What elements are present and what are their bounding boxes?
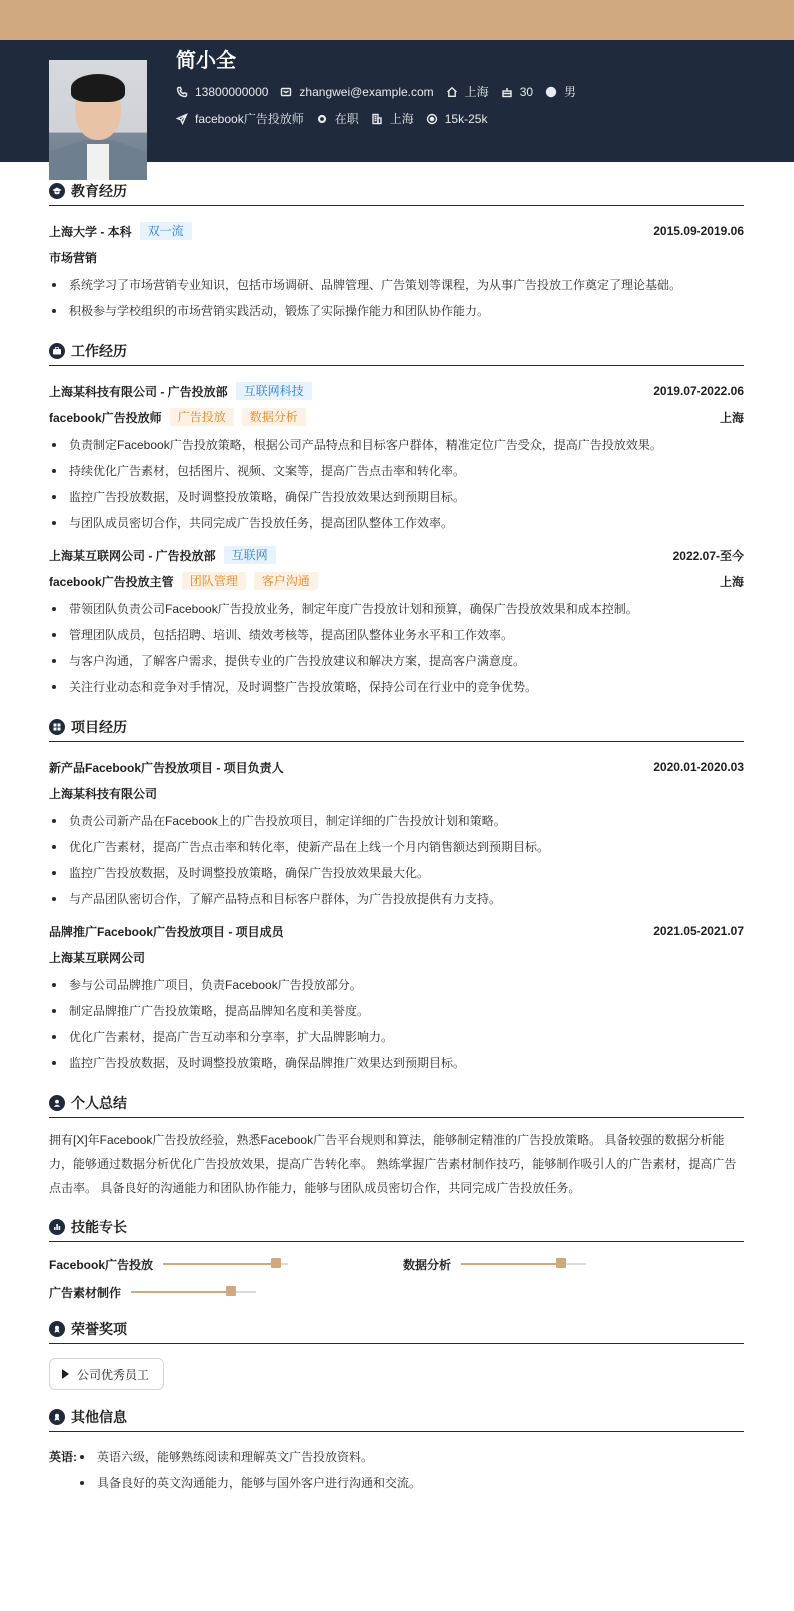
education-date: 2015.09-2019.06 bbox=[653, 224, 744, 238]
skill-tag: 广告投放 bbox=[170, 408, 234, 426]
accent-band bbox=[0, 0, 794, 40]
company-name: 上海某科技有限公司 - 广告投放部 bbox=[49, 384, 228, 399]
list-item: 英语六级，能够熟练阅读和理解英文广告投放资料。 bbox=[77, 1444, 421, 1470]
position-text: facebook广告投放师 bbox=[195, 112, 304, 126]
project-company: 上海某互联网公司 bbox=[49, 950, 146, 965]
other-section bbox=[49, 1406, 744, 1502]
job-position: facebook广告投放主管 bbox=[49, 574, 174, 589]
skill-item bbox=[49, 1282, 403, 1302]
award-item[interactable] bbox=[49, 1358, 164, 1390]
project-entry bbox=[49, 918, 744, 1076]
home-icon bbox=[446, 86, 458, 98]
expand-triangle-icon bbox=[62, 1369, 69, 1379]
list-item: 参与公司品牌推广项目，负责Facebook广告投放部分。 bbox=[49, 972, 744, 998]
list-item: 监控广告投放数据，及时调整投放策略，确保广告投放效果达到预期目标。 bbox=[49, 484, 744, 510]
salary-text: 15k-25k bbox=[444, 111, 488, 126]
language-label: 英语: bbox=[49, 1450, 77, 1464]
section-header bbox=[49, 1092, 744, 1118]
list-item: 与客户沟通，了解客户需求，提供专业的广告投放建议和解决方案，提高客户满意度。 bbox=[49, 648, 744, 674]
skill-item bbox=[403, 1254, 743, 1274]
project-name: 新产品Facebook广告投放项目 - 项目负责人 bbox=[49, 760, 284, 775]
section-header bbox=[49, 1216, 744, 1242]
job-bullets bbox=[49, 432, 744, 536]
list-item: 监控广告投放数据，及时调整投放策略，确保广告投放效果最大化。 bbox=[49, 860, 744, 886]
list-item: 与团队成员密切合作，共同完成广告投放任务，提高团队整体工作效率。 bbox=[49, 510, 744, 536]
phone-text: 13800000000 bbox=[195, 84, 269, 99]
location-text: 上海 bbox=[464, 85, 489, 99]
email-text: zhangwei@example.com bbox=[299, 84, 434, 99]
send-icon bbox=[176, 113, 188, 125]
school-name: 上海大学 - 本科 bbox=[49, 224, 132, 239]
award-name: 公司优秀员工 bbox=[77, 1367, 150, 1382]
bar-chart-icon bbox=[49, 1219, 65, 1235]
gender-icon bbox=[545, 86, 557, 98]
list-item: 积极参与学校组织的市场营销实践活动，锻炼了实际操作能力和团队协作能力。 bbox=[49, 298, 744, 324]
section-header bbox=[49, 340, 744, 366]
skill-name: 数据分析 bbox=[403, 1257, 452, 1272]
job-entry bbox=[49, 378, 744, 536]
job-date: 2022.07-至今 bbox=[672, 548, 744, 563]
candidate-name: 简小全 bbox=[176, 50, 236, 72]
list-item: 制定品牌推广广告投放策略，提高品牌知名度和美誉度。 bbox=[49, 998, 744, 1024]
skill-tag: 团队管理 bbox=[182, 572, 246, 590]
graduation-cap-icon bbox=[49, 183, 65, 199]
job-entry bbox=[49, 542, 744, 700]
status-icon bbox=[316, 113, 328, 125]
city-text: 上海 bbox=[389, 112, 414, 126]
avatar bbox=[49, 60, 147, 180]
job-city: 上海 bbox=[719, 574, 744, 589]
major-row bbox=[49, 244, 744, 270]
list-item: 负责制定Facebook广告投放策略，根据公司产品特点和目标客户群体，精准定位广告受众，提高广告投放效果。 bbox=[49, 432, 744, 458]
email-info bbox=[280, 85, 433, 99]
section-title: 荣誉奖项 bbox=[71, 1320, 127, 1337]
project-date: 2021.05-2021.07 bbox=[653, 924, 744, 938]
project-date: 2020.01-2020.03 bbox=[653, 760, 744, 774]
list-item: 优化广告素材，提高广告互动率和分享率，扩大品牌影响力。 bbox=[49, 1024, 744, 1050]
project-name: 品牌推广Facebook广告投放项目 - 项目成员 bbox=[49, 924, 284, 939]
summary-section bbox=[49, 1092, 744, 1200]
list-item: 系统学习了市场营销专业知识，包括市场调研、品牌管理、广告策划等课程，为从事广告投放工作奠定了理论基础。 bbox=[49, 272, 744, 298]
industry-tag: 互联网 bbox=[224, 546, 276, 564]
job-bullets bbox=[49, 596, 744, 700]
projects-section bbox=[49, 716, 744, 1076]
resume-body bbox=[0, 162, 794, 1502]
skill-bar bbox=[131, 1291, 256, 1293]
section-header bbox=[49, 1406, 744, 1432]
industry-tag: 互联网科技 bbox=[236, 382, 312, 400]
job-date: 2019.07-2022.06 bbox=[653, 384, 744, 398]
project-company: 上海某科技有限公司 bbox=[49, 786, 158, 801]
skill-name: Facebook广告投放 bbox=[49, 1257, 154, 1272]
list-item: 管理团队成员，包括招聘、培训、绩效考核等，提高团队整体业务水平和工作效率。 bbox=[49, 622, 744, 648]
section-header bbox=[49, 1318, 744, 1344]
company-name: 上海某互联网公司 - 广告投放部 bbox=[49, 548, 216, 563]
list-item: 带领团队负责公司Facebook广告投放业务，制定年度广告投放计划和预算，确保广告投放效果和成本控制。 bbox=[49, 596, 744, 622]
list-item: 与产品团队密切合作，了解产品特点和目标客户群体，为广告投放提供有力支持。 bbox=[49, 886, 744, 912]
summary-text: 拥有[X]年Facebook广告投放经验，熟悉Facebook广告平台规则和算法，能够制定精准的广告投放策略。 具备较强的数据分析能力，能够通过数据分析优化广告投放效果，提高广告转化率。 熟练掌握广告素材制作技巧，能够制作吸引人的广告素材，提高广告点击率。 具备良好的沟通能力和团队协作能力，能够与团队成员密切合作，共同完成广告投放任务。 bbox=[49, 1133, 737, 1195]
status-info bbox=[316, 110, 359, 127]
language-bullets bbox=[77, 1444, 421, 1496]
section-header bbox=[49, 716, 744, 742]
location-info bbox=[446, 83, 489, 100]
skill-name: 广告素材制作 bbox=[49, 1285, 122, 1300]
section-title: 技能专长 bbox=[71, 1218, 127, 1235]
project-entry bbox=[49, 754, 744, 912]
list-item: 优化广告素材，提高广告点击率和转化率，使新产品在上线一个月内销售额达到预期目标。 bbox=[49, 834, 744, 860]
status-text: 在职 bbox=[334, 112, 359, 126]
skill-bar bbox=[461, 1263, 586, 1265]
project-bullets bbox=[49, 972, 744, 1076]
phone-info bbox=[176, 85, 268, 99]
education-section bbox=[49, 180, 744, 324]
building-icon bbox=[371, 113, 383, 125]
skill-bar bbox=[163, 1263, 288, 1265]
project-grid-icon bbox=[49, 719, 65, 735]
position-info bbox=[176, 110, 304, 127]
list-item: 监控广告投放数据，及时调整投放策略，确保品牌推广效果达到预期目标。 bbox=[49, 1050, 744, 1076]
list-item: 持续优化广告素材，包括图片、视频、文案等，提高广告点击率和转化率。 bbox=[49, 458, 744, 484]
job-intent-row bbox=[176, 110, 499, 127]
salary-info bbox=[426, 112, 488, 126]
city-info bbox=[371, 110, 414, 127]
section-title: 个人总结 bbox=[71, 1094, 127, 1111]
work-section bbox=[49, 340, 744, 700]
section-title: 工作经历 bbox=[71, 342, 127, 359]
contact-row bbox=[176, 83, 588, 100]
section-title: 其他信息 bbox=[71, 1408, 127, 1425]
salary-icon bbox=[426, 113, 438, 125]
user-icon bbox=[49, 1095, 65, 1111]
age-icon bbox=[501, 86, 513, 98]
award-icon bbox=[49, 1321, 65, 1337]
language-info bbox=[49, 1444, 744, 1502]
section-title: 项目经历 bbox=[71, 718, 127, 735]
phone-icon bbox=[176, 86, 188, 98]
major-name: 市场营销 bbox=[49, 250, 98, 265]
skills-section bbox=[49, 1216, 744, 1302]
list-item: 负责公司新产品在Facebook上的广告投放项目，制定详细的广告投放计划和策略。 bbox=[49, 808, 744, 834]
skill-tag: 客户沟通 bbox=[254, 572, 318, 590]
mail-icon bbox=[280, 86, 292, 98]
skill-item bbox=[49, 1254, 403, 1274]
job-city: 上海 bbox=[719, 410, 744, 425]
age-text: 30 bbox=[519, 84, 534, 99]
section-title: 教育经历 bbox=[71, 182, 127, 199]
list-item: 关注行业动态和竞争对手情况，及时调整广告投放策略，保持公司在行业中的竞争优势。 bbox=[49, 674, 744, 700]
skill-tag: 数据分析 bbox=[242, 408, 306, 426]
education-row bbox=[49, 218, 744, 244]
info-award-icon bbox=[49, 1409, 65, 1425]
gender-info bbox=[545, 83, 576, 100]
education-bullets bbox=[49, 272, 744, 324]
school-tag: 双一流 bbox=[140, 222, 192, 240]
job-position: facebook广告投放师 bbox=[49, 410, 162, 425]
awards-section bbox=[49, 1318, 744, 1390]
briefcase-icon bbox=[49, 343, 65, 359]
section-header bbox=[49, 180, 744, 206]
age-info bbox=[501, 85, 533, 99]
skills-grid bbox=[49, 1254, 744, 1302]
profile-header bbox=[0, 40, 794, 162]
project-bullets bbox=[49, 808, 744, 912]
list-item: 具备良好的英文沟通能力，能够与国外客户进行沟通和交流。 bbox=[77, 1470, 421, 1496]
gender-text: 男 bbox=[564, 85, 577, 99]
